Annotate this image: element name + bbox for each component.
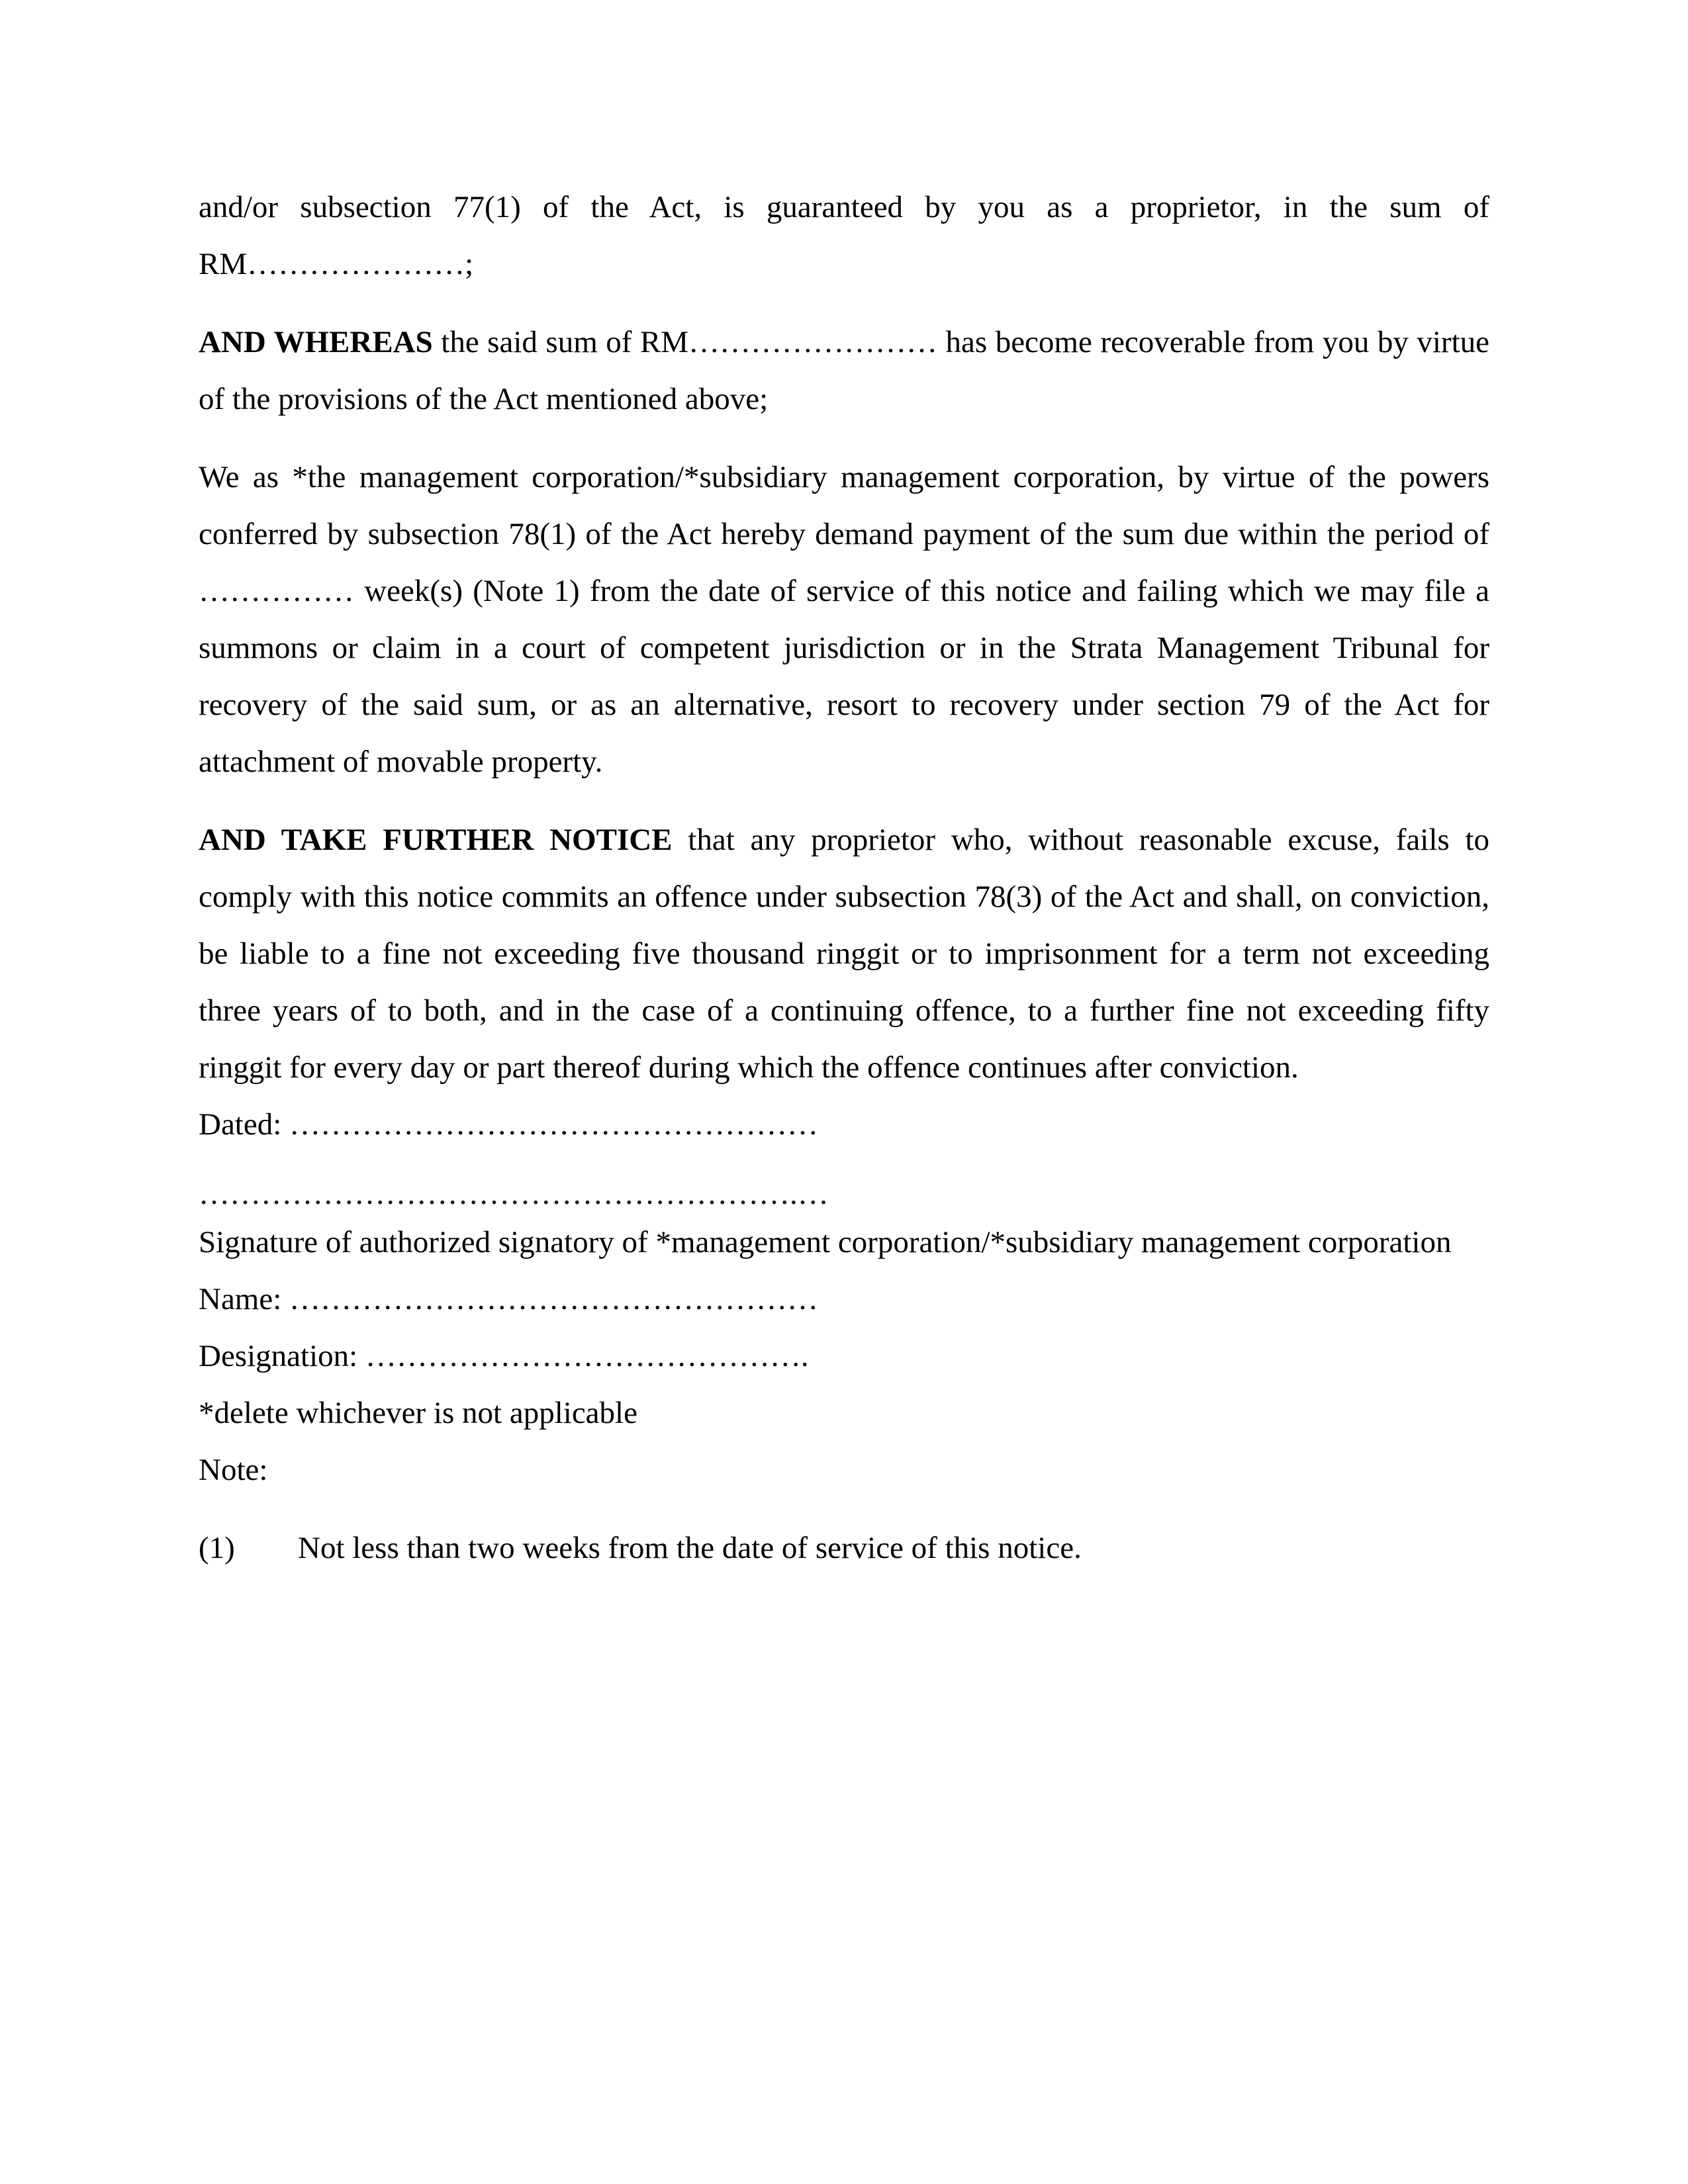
paragraph-whereas-lead: AND WHEREAS [199,325,433,359]
paragraph-whereas [199,314,1489,428]
dated-field: Dated: …………………………………………… [199,1107,819,1142]
paragraph-further-notice-lead: AND TAKE FURTHER NOTICE [199,823,673,857]
delete-note: *delete whichever is not applicable [199,1396,637,1430]
paragraph-demand [199,449,1489,790]
note-label: Note: [199,1453,268,1487]
signature-caption: Signature of authorized signatory of *management corporation/*subsidiary management corporation [199,1225,1452,1259]
note-item [199,1520,1489,1576]
signature-line: ………………………………………………….… [199,1177,829,1211]
paragraph-further-notice-text: that any proprietor who, without reasonable excuse, fails to comply with this notice commits an offence under subsection 78(3) of the Act and shall, on conviction, be liable to a fine not exceeding five thousand ringgit or to imprisonment for a term not exceeding three years of to both, and in the case of a continuing offence, to a further fine not exceeding fifty ringgit for every day or part thereof during which the offence continues after conviction. [199,823,1489,1085]
paragraph-demand-text: We as *the management corporation/*subsidiary management corporation, by virtue of the powers conferred by subsection 78(1) of the Act hereby demand payment of the sum due within the period of …………… week(s) (Note 1) from the date of service of this notice and failing which we may file a summons or claim in a court of competent jurisdiction or in the Strata Management Tribunal for recovery of the said sum, or as an alternative, resort to recovery under section 79 of the Act for attachment of movable property. [199,460,1489,779]
document-page [199,179,1489,1576]
name-field: Name: …………………………………………… [199,1282,819,1316]
note-item-text: Not less than two weeks from the date of service of this notice. [298,1531,1082,1565]
paragraph-further-notice [199,811,1489,1096]
note-item-number: (1) [199,1531,235,1565]
paragraph-whereas-text: the said sum of RM…………………… has become recoverable from you by virtue of the provisions of the Act mentioned above; [199,325,1489,416]
designation-field: Designation: ……………………………………. [199,1339,809,1373]
paragraph-guarantee [199,179,1489,293]
paragraph-guarantee-text: and/or subsection 77(1) of the Act, is guaranteed by you as a proprietor, in the sum of RM…………………; [199,190,1489,281]
